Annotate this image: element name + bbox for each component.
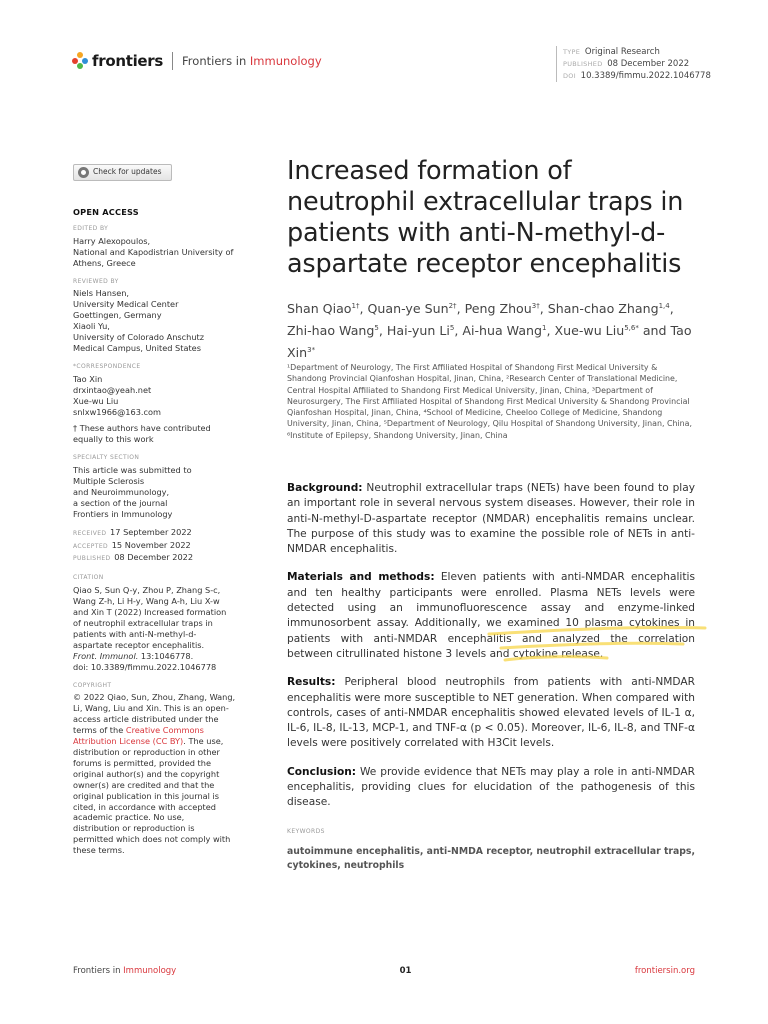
published-date: 08 December 2022 (607, 59, 690, 69)
article-meta: TYPE Original Research PUBLISHED 08 December 2022 DOI 10.3389/fimmu.2022.1046778 (556, 46, 711, 82)
check-updates-button[interactable]: Check for updates (73, 164, 172, 181)
author[interactable]: Quan-ye Sun$^{2\dagger}$ (367, 301, 457, 317)
author[interactable]: Peng Zhou$^{3\dagger}$ (464, 301, 540, 317)
journal-name[interactable]: Frontiers in Immunology (182, 54, 322, 68)
article-type: Original Research (584, 47, 660, 57)
affiliations: ¹Department of Neurology, The First Affiliated Hospital of Shandong First Medical University & Shandong Provincial Qianfoshan Hospital, Jinan, China, ²Research Center of Translational Medicine, Central Hospital Affiliated to Shandong First Medical University, Jinan, China, ³Department of Neurosurgery, The First Affiliated Hospital of Shandong First Medical University & Shandong Provincial Qianfoshan Hospital, Jinan, China, ⁴School of Medicine, Cheeloo College of Medicine, Shandong University, Jinan, China, ⁵Department of Neurology, Qilu Hospital of Shandong University, Jinan, China, ⁶Institute of Epilepsy, Shandong University, Jinan, China (287, 363, 693, 440)
reviewed-by: Niels Hansen, University Medical Center Goettingen, Germany Xiaoli Yu, University of Colorado Anschutz Medical Campus, United States (73, 288, 205, 353)
citation-label: CITATION (73, 574, 104, 582)
correspondence-label: *CORRESPONDENCE (73, 362, 141, 370)
edited-by-label: EDITED BY (73, 224, 109, 232)
author-list: Shan Qiao$^{1\dagger}$, Quan-ye Sun$^{2\dagger}$, Peng Zhou$^{3\dagger}$, Shan-chao Zhang$^{1,4}$, Zhi-hao Wang$^5$, Hai-yun Li$^5$, Ai-hua Wang$^1$, Xue-wu Liu$^{5,6*}$ and Tao Xin$^{3*}$ (287, 301, 692, 361)
abstract (287, 481, 695, 874)
specialty-section: This article was submitted to Multiple Sclerosis and Neuroimmunology, a section of the journal Frontiers in Immunology (73, 465, 192, 519)
footer-site-link[interactable]: frontiersin.org (634, 966, 695, 976)
specialty-label: SPECIALTY SECTION (73, 454, 140, 462)
author[interactable]: Xue-wu Liu$^{5,6*}$ (554, 323, 639, 339)
page-number: 01 (399, 966, 412, 976)
doi-link[interactable]: 10.3389/fimmu.2022.1046778 (580, 71, 711, 81)
author[interactable]: Shan Qiao$^{1\dagger}$ (287, 301, 360, 317)
edited-by: Harry Alexopoulos, National and Kapodistrian University of Athens, Greece (73, 235, 234, 268)
reviewed-by-label: REVIEWED BY (73, 277, 119, 285)
author[interactable]: Ai-hua Wang$^1$ (462, 323, 547, 339)
header-divider (172, 52, 173, 70)
journal-header (72, 48, 322, 74)
open-access-label: OPEN ACCESS (73, 207, 139, 217)
page-footer (73, 966, 695, 976)
author[interactable]: Hai-yun Li$^5$ (386, 323, 455, 339)
citation-doi-link[interactable]: doi: 10.3389/fimmu.2022.1046778 (73, 661, 217, 672)
frontiers-logo-icon (72, 52, 88, 70)
keywords: autoimmune encephalitis, anti-NMDA receptor, neutrophil extracellular traps, cytokines, neutrophils (287, 845, 695, 872)
article-title: Increased formation of neutrophil extracellular traps in patients with anti-N-methyl-d-aspartate receptor encephalitis (287, 156, 684, 279)
email-link[interactable]: drxintao@yeah.net (73, 384, 152, 395)
email-link[interactable]: snlxw1966@163.com (73, 406, 162, 417)
copyright-text: © 2022 Qiao, Sun, Zhou, Zhang, Wang, Li, Wang, Liu and Xin. This is an open- access article distributed under the terms of the Creative Commons Attribution License (CC BY). The use, distribution or reproduction in other forums is permitted, provided the original author(s) and the copyright owner(s) are credited and that the original publication in this journal is cited, in accordance with accepted academic practice. No use, distribution or reproduction is permitted which does not comply with these terms. (73, 692, 236, 856)
abstract-background: Background: Neutrophil extracellular traps (NETs) have been found to play an important role in several nervous system diseases. However, their role in anti-N-methyl-D-aspartate receptor (NMDAR) encephalitis remains unclear. The purpose of this study was to examine the possible role of NETs in anti-NMDAR encephalitis. (287, 482, 695, 556)
article-dates: RECEIVED 17 September 2022 ACCEPTED 15 November 2022 PUBLISHED 08 December 2022 (73, 526, 194, 563)
author[interactable]: Shan-chao Zhang$^{1,4}$ (547, 301, 670, 317)
frontiers-logo-text: frontiers (92, 52, 164, 70)
author[interactable]: Zhi-hao Wang$^5$ (287, 323, 379, 339)
abstract-conclusion: Conclusion: We provide evidence that NETs may play a role in anti-NMDAR encephalitis, providing clues for elucidation of the pathogenesis of this disease. (287, 765, 695, 809)
keywords-label: KEYWORDS (287, 827, 325, 835)
license-link[interactable]: Creative Commons (125, 725, 204, 736)
footer-journal[interactable]: Frontiers in Immunology (73, 966, 177, 976)
abstract-methods: Materials and methods: Eleven patients with anti-NMDAR encephalitis and ten healthy participants were enrolled. Plasma NETs levels were detected using an immunofluorescence assay and enzyme-linked immunosorbent assay. Additionally, we examined 10 plasma cytokines in patients with anti-NMDAR encephalitis and analyzed the correlation between citrullinated histone 3 levels and cytokine release. (287, 571, 695, 660)
check-updates-icon (78, 167, 89, 178)
abstract-results: Results: Peripheral blood neutrophils from patients with anti-NMDAR encephalitis were more susceptible to NET generation. When compared with controls, cases of anti-NMDAR encephalitis showed elevated levels of IL-1 α, IL-6, IL-8, IL-13, MCP-1, and TNF-α (p < 0.05). Moreover, IL-6, IL-8, and TNF-α levels were positively correlated with H3Cit levels. (287, 676, 695, 750)
article-sidebar (73, 164, 245, 856)
equal-contribution-note: † These authors have contributed equally to this work (73, 423, 211, 445)
license-link[interactable]: Attribution License (CC BY) (73, 736, 184, 747)
citation: Qiao S, Sun Q-y, Zhou P, Zhang S-c, Wang Z-h, Li H-y, Wang A-h, Liu X-w and Xin T (2022) Increased formation of neutrophil extracellular traps in patients with anti-N-methyl-d- aspartate receptor encephalitis. Front. Immunol. 13:1046778. doi: 10.3389/fimmu.2022.1046778 (73, 585, 245, 672)
correspondence: Tao Xin drxintao@yeah.net Xue-wu Liu snlxw1966@163.com (73, 374, 245, 418)
copyright-label: COPYRIGHT (73, 681, 112, 689)
author[interactable]: Tao Xin$^{3*}$ (287, 323, 692, 361)
